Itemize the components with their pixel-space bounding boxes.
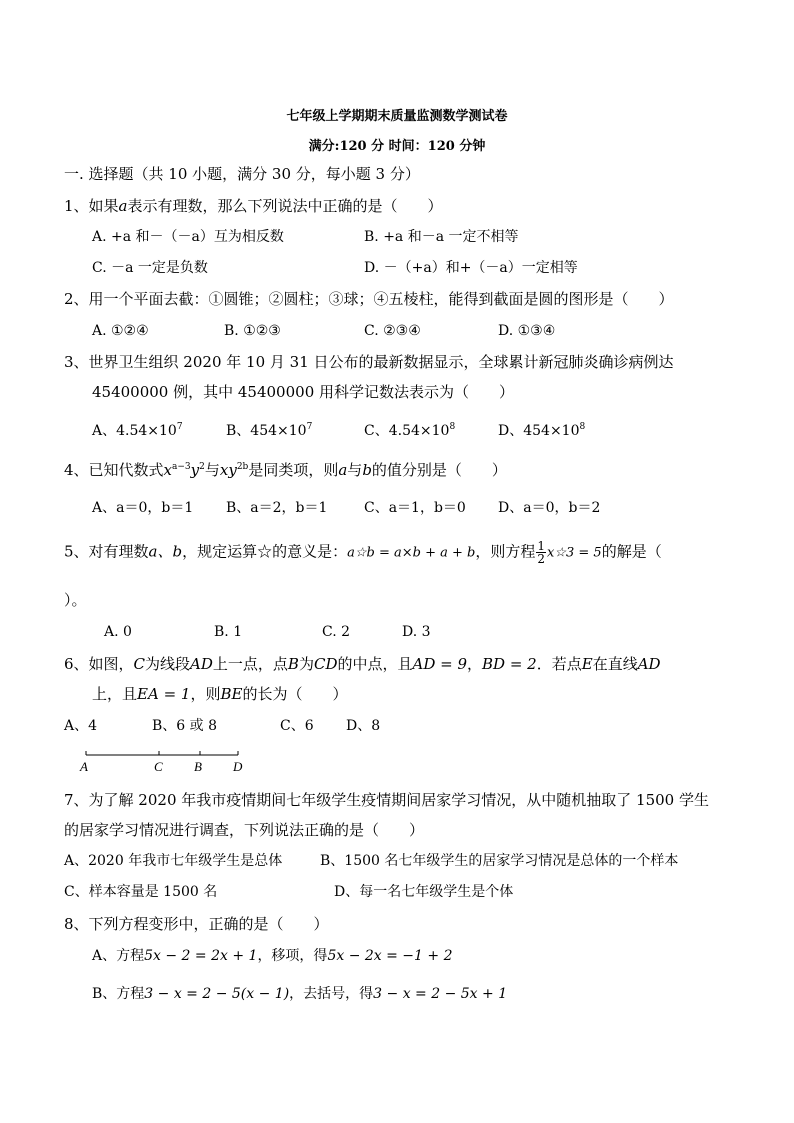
q6-text: 的长为（ ） [242, 685, 348, 703]
q3-d-exp: 8 [579, 422, 586, 432]
q3-b-base: B、454×10 [226, 423, 307, 439]
q3-option-d[interactable] [498, 421, 585, 441]
section-heading: 一. 选择题（共 10 小题，满分 30 分，每小题 3 分） [64, 165, 420, 183]
q6-eq: EA = 1 [137, 685, 191, 703]
q3-c-exp: 8 [449, 422, 456, 432]
question-7-stem-line2: 的居家学习情况进行调查，下列说法正确的是（ ） [64, 821, 425, 839]
q7-option-b[interactable]: B、1500 名七年级学生的居家学习情况是总体的一个样本 [320, 853, 679, 869]
question-7-stem-line1: 7、为了解 2020 年我市疫情期间七年级学生疫情期间居家学习情况，从中随机抽取了 1500 学生 [64, 791, 709, 809]
q6-var: BE [220, 685, 243, 703]
q5-rule: a☆b = a×b + a + b [347, 545, 476, 561]
q1-option-c[interactable]: C. －a 一定是负数 [92, 260, 208, 276]
q6-text: 上，且 [92, 685, 138, 703]
q4-text: 的值分别是（ ） [371, 461, 507, 479]
question-4-stem [64, 460, 507, 480]
q8-b-text: B、方程 [92, 986, 145, 1002]
q4-term1-y: y [190, 461, 200, 479]
q1-var: a [118, 197, 128, 215]
q6-text: 上一点，点 [212, 655, 288, 673]
q6-text: 为 [298, 655, 314, 673]
q6-text: 在直线 [592, 655, 638, 673]
q8-a-eq: 5x − 2 = 2x + 1 [144, 948, 258, 964]
q8-b-text: ，去括号，得 [289, 986, 374, 1002]
q6-text: 的中点，且 [337, 655, 413, 673]
question-5-stem-line2: ）。 [64, 591, 87, 609]
q1-option-a[interactable]: A. +a 和－（－a）互为相反数 [92, 229, 284, 245]
question-6-stem-line1 [64, 654, 661, 674]
label-c: C [154, 759, 163, 774]
q4-text: 与 [204, 461, 220, 479]
q4-term1-y-exp: 2 [199, 462, 205, 472]
q4-option-d[interactable]: D、a＝0，b＝2 [498, 500, 601, 516]
q4-term1: x [163, 461, 173, 479]
q1-option-b[interactable]: B. +a 和－a 一定不相等 [364, 229, 519, 245]
label-d: D [233, 759, 243, 774]
q6-var: C [133, 655, 146, 673]
q1-text: 1、如果 [64, 197, 119, 215]
q2-option-d[interactable]: D. ①③④ [498, 323, 556, 339]
q3-a-base: A、4.54×10 [92, 423, 177, 439]
question-1-stem [64, 196, 443, 216]
q3-option-b[interactable] [226, 421, 312, 441]
q4-term1-exp: a−3 [172, 462, 191, 472]
q7-option-d[interactable]: D、每一名七年级学生是个体 [334, 884, 514, 900]
q6-option-d[interactable]: D、8 [346, 718, 381, 734]
q2-option-a[interactable]: A. ①②④ [92, 323, 149, 339]
q6-var: E [581, 655, 593, 673]
q6-var: AD [190, 655, 213, 673]
q4-term2: xy [219, 461, 237, 479]
question-2-stem: 2、用一个平面去截：①圆锥；②圆柱；③球；④五棱柱，能得到截面是圆的图形是（ ） [64, 290, 674, 308]
question-6-stem-line2 [92, 684, 347, 704]
q4-var-a: a [338, 461, 348, 479]
q7-option-a[interactable]: A、2020 年我市七年级学生是总体 [64, 853, 283, 869]
q5-frac-den: 2 [537, 552, 546, 566]
q5-fraction [536, 540, 546, 565]
q8-b-eq: 3 − x = 2 − 5(x − 1) [144, 986, 290, 1002]
label-b: B [194, 759, 202, 774]
q5-eq-tail: x☆3 = 5 [547, 545, 602, 561]
q6-var: B [287, 655, 299, 673]
q1-option-d[interactable]: D. －（+a）和+（－a）一定相等 [364, 260, 578, 276]
q6-var: AD [637, 655, 661, 673]
q2-option-c[interactable]: C. ②③④ [364, 323, 421, 339]
q5-vars: a、b [148, 542, 183, 561]
q8-a-text: A、方程 [92, 948, 145, 964]
q6-eq: AD = 9 [412, 655, 468, 673]
q3-option-c[interactable] [364, 421, 455, 441]
q6-text: 6、如图， [64, 655, 134, 673]
q3-c-base: C、4.54×10 [364, 423, 450, 439]
q6-option-a[interactable]: A、4 [64, 718, 98, 734]
q5-option-b[interactable]: B. 1 [214, 624, 243, 640]
q4-option-b[interactable]: B、a＝2，b＝1 [226, 500, 328, 516]
q8-option-b[interactable] [92, 984, 507, 1004]
q5-text: 5、对有理数 [64, 542, 149, 561]
q4-var-b: b [362, 461, 372, 479]
q5-text: ，则方程 [475, 542, 536, 561]
q3-d-base: D、454×10 [498, 423, 580, 439]
q8-b-result: 3 − x = 2 − 5x + 1 [373, 986, 508, 1002]
q5-option-c[interactable]: C. 2 [322, 624, 351, 640]
q6-line-segment-figure [76, 746, 256, 776]
q6-text: ．若点 [536, 655, 582, 673]
q4-term2-exp: 2b [236, 462, 249, 472]
question-3-stem-line2: 45400000 例，其中 45400000 用科学记数法表示为（ ） [92, 383, 515, 401]
q4-option-c[interactable]: C、a＝1，b＝0 [364, 500, 466, 516]
q1-text: 表示有理数，那么下列说法中正确的是（ ） [127, 197, 443, 215]
q7-option-c[interactable]: C、样本容量是 1500 名 [64, 884, 218, 900]
q8-option-a[interactable] [92, 946, 452, 966]
q5-text: 的解是（ [601, 542, 662, 561]
q5-text: ，规定运算☆的意义是： [182, 542, 348, 561]
question-3-stem-line1: 3、世界卫生组织 2020 年 10 月 31 日公布的最新数据显示，全球累计新冠肺炎确诊病例达 [64, 353, 674, 371]
q3-b-exp: 7 [306, 422, 313, 432]
q6-option-c[interactable]: C、6 [280, 718, 314, 734]
question-5-stem [64, 540, 662, 565]
q8-a-result: 5x − 2x = −1 + 2 [327, 948, 453, 964]
q4-text: 与 [347, 461, 363, 479]
q5-option-a[interactable]: A. 0 [104, 624, 132, 640]
q3-a-exp: 7 [176, 422, 183, 432]
q4-text: 是同类项，则 [248, 461, 339, 479]
q4-option-a[interactable]: A、a＝0，b＝1 [92, 500, 194, 516]
q6-text: ， [467, 655, 483, 673]
q3-option-a[interactable] [92, 421, 183, 441]
q6-text: ，则 [190, 685, 221, 703]
q2-option-b[interactable]: B. ①②③ [224, 323, 281, 339]
q6-eq: BD = 2 [482, 655, 537, 673]
q6-text: 为线段 [145, 655, 191, 673]
q5-option-d[interactable]: D. 3 [402, 624, 431, 640]
q6-option-b[interactable]: B、6 或 8 [152, 718, 218, 734]
exam-title: 七年级上学期期末质量监测数学测试卷 [286, 109, 508, 124]
q4-text: 4、已知代数式 [64, 461, 164, 479]
label-a: A [80, 759, 88, 774]
q8-a-text: ，移项，得 [257, 948, 328, 964]
exam-meta: 满分:120 分 时间：120 分钟 [308, 139, 486, 154]
question-8-stem: 8、下列方程变形中，正确的是（ ） [64, 915, 329, 933]
q6-var: CD [313, 655, 338, 673]
q5-frac-num: 1 [537, 539, 546, 553]
